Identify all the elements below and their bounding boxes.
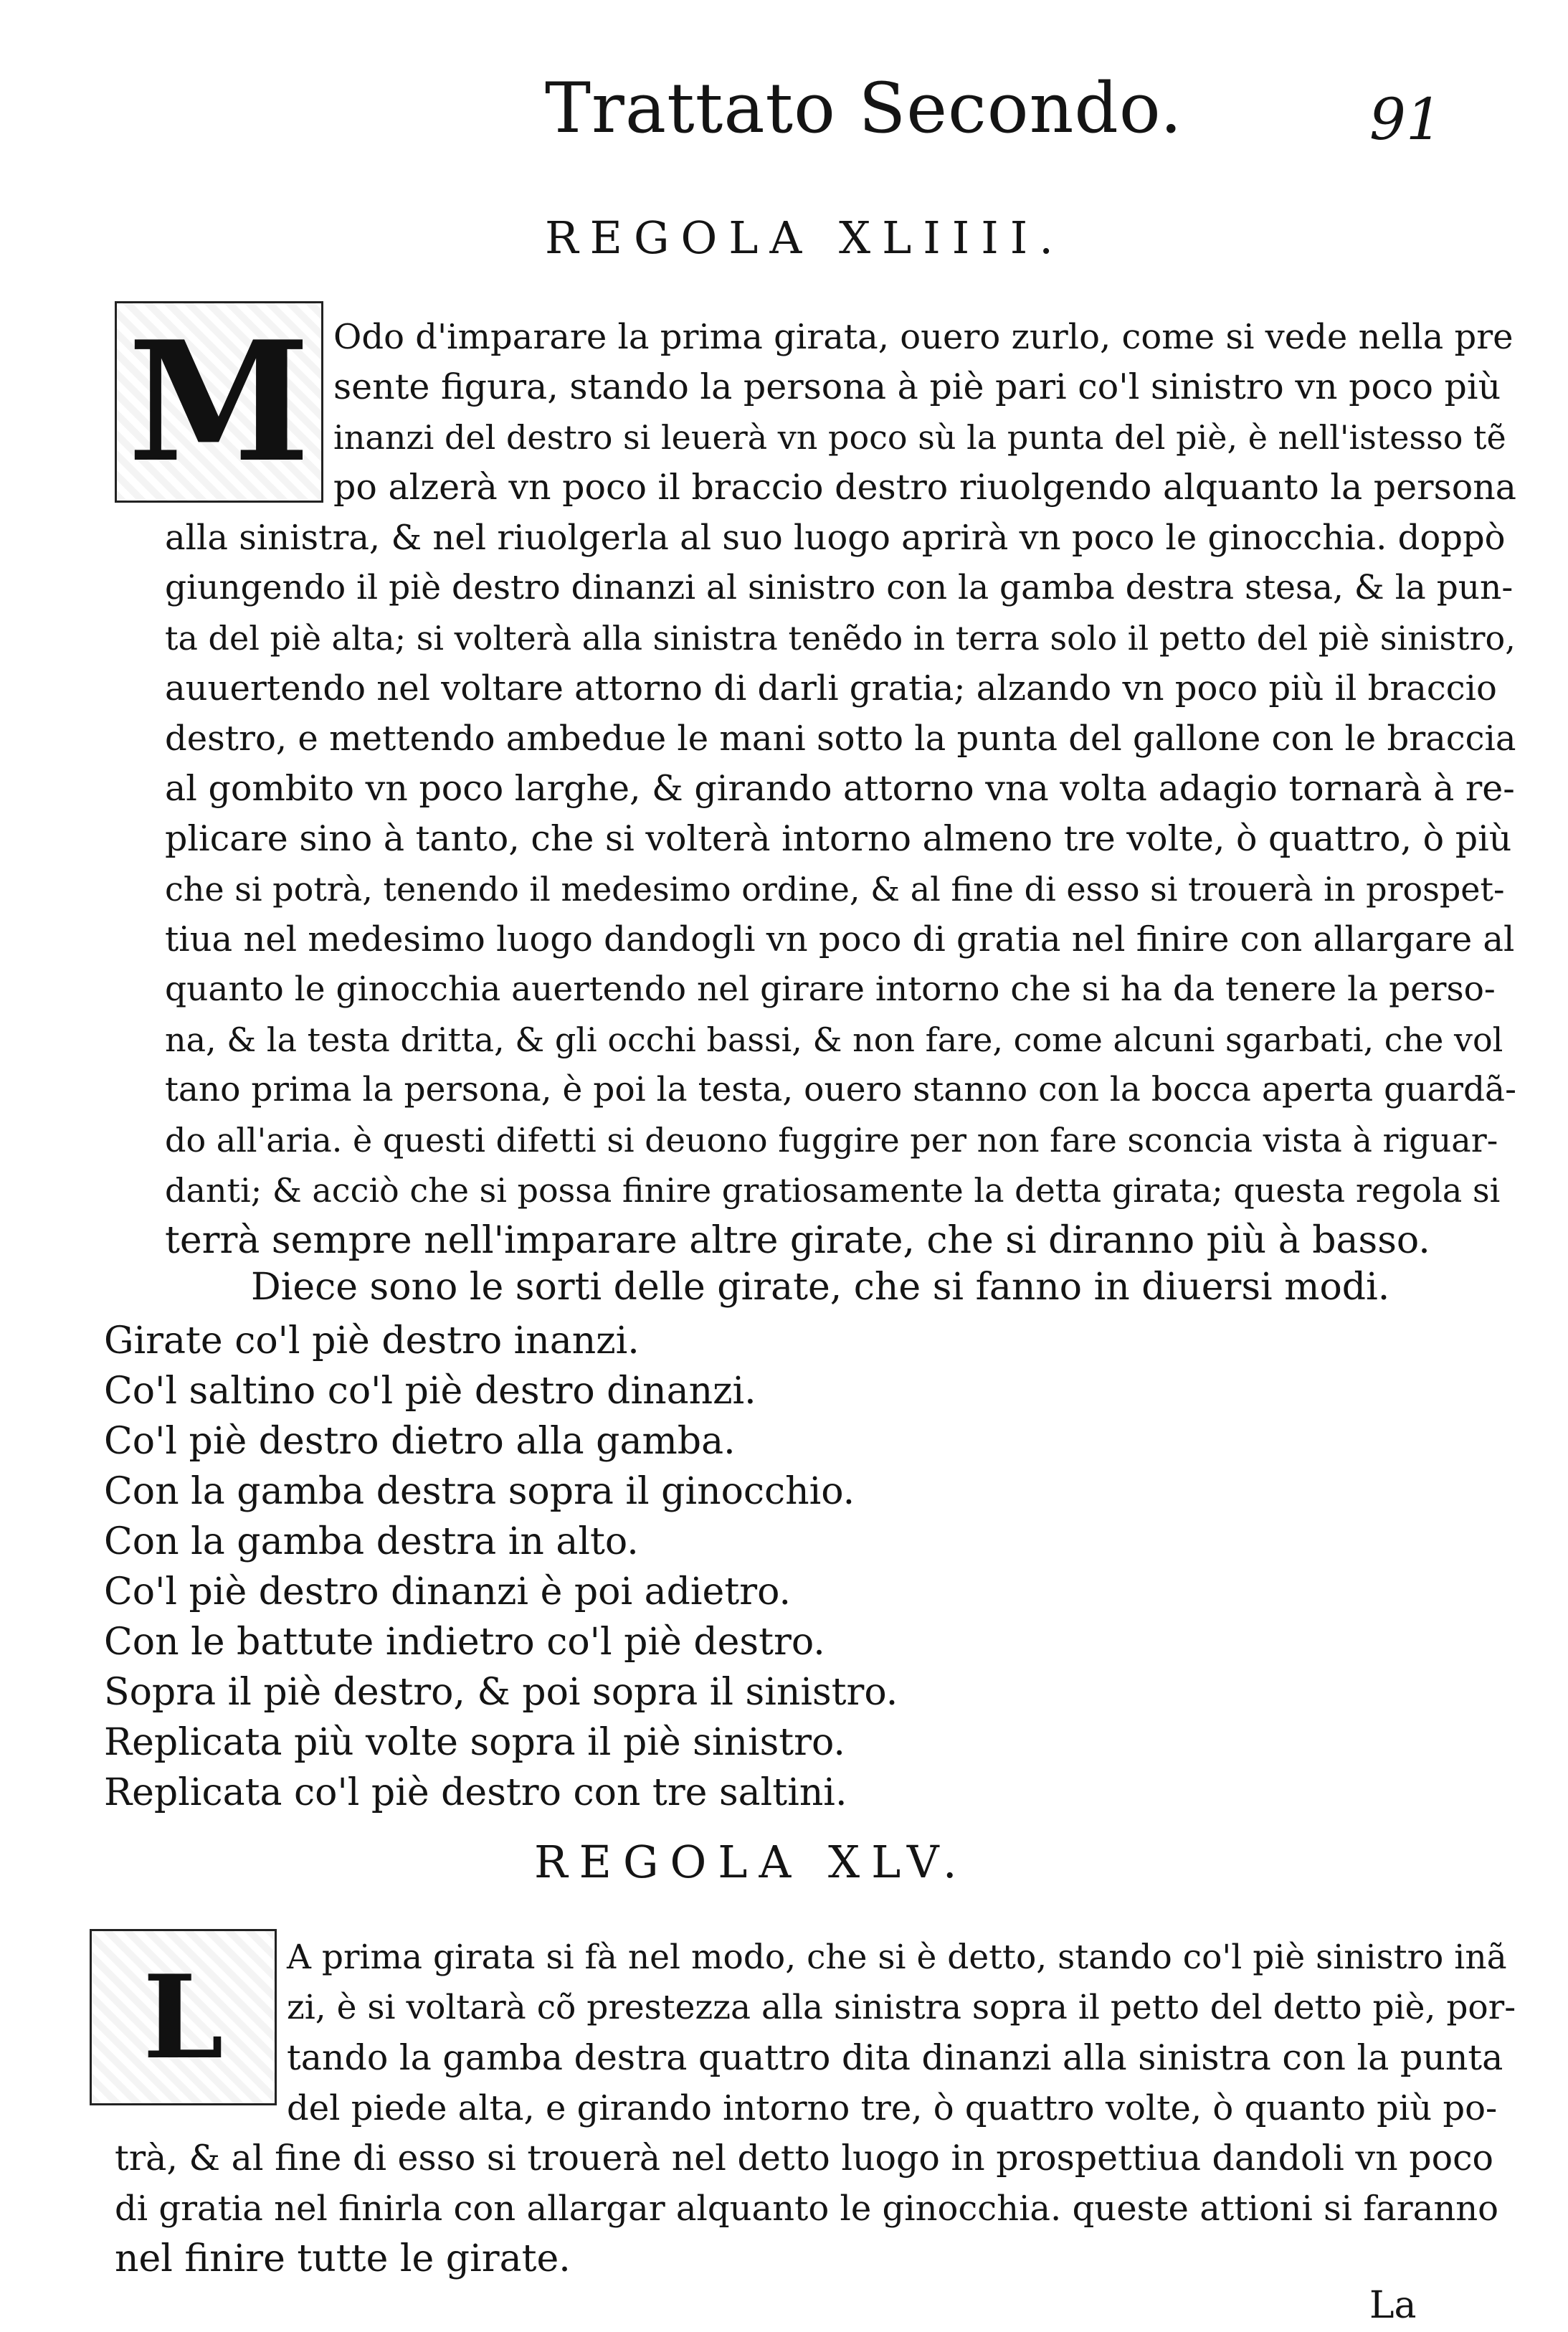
list-item: Sopra il piè destro, & poi sopra il sinistro.: [104, 1671, 898, 1714]
text-line: nel finire tutte le girate.: [115, 2237, 571, 2280]
rule-45-heading: REGOLA XLV.: [534, 1836, 969, 1888]
text-line: zi, è si voltarà cõ prestezza alla sinistra sopra il petto del detto piè, por-: [287, 1988, 1516, 2027]
text-line: che si potrà, tenendo il medesimo ordine, & al fine di esso si trouerà in prospet-: [165, 870, 1505, 909]
list-item: Replicata co'l piè destro con tre saltini.: [104, 1771, 847, 1814]
list-item: Co'l saltino co'l piè destro dinanzi.: [104, 1370, 756, 1413]
decorated-initial-l: [90, 1929, 277, 2105]
text-line: tiua nel medesimo luogo dandogli vn poco di gratia nel finire con allargare al: [165, 919, 1515, 959]
text-line: do all'aria. è questi difetti si deuono fuggire per non fare sconcia vista à riguar-: [165, 1121, 1498, 1160]
text-line: destro, e mettendo ambedue le mani sotto la punta del gallone con le braccia: [165, 719, 1516, 759]
initial-letter: M: [128, 305, 310, 499]
decorated-initial-m: [115, 301, 323, 503]
text-line: giungendo il piè destro dinanzi al sinistro con la gamba destra stesa, & la pun-: [165, 568, 1514, 607]
text-line: inanzi del destro si leuerà vn poco sù la punta del piè, è nell'istesso tẽ: [333, 418, 1506, 457]
text-line: Odo d'imparare la prima girata, ouero zurlo, come si vede nella pre: [333, 317, 1514, 357]
page-number: 91: [1369, 86, 1443, 153]
text-line: tando la gamba destra quattro dita dinanzi alla sinistra con la punta: [287, 2037, 1503, 2078]
text-line: sente figura, stando la persona à piè pari co'l sinistro vn poco più: [333, 366, 1501, 407]
running-title: Trattato Secondo.: [545, 68, 1183, 148]
text-line: auuertendo nel voltare attorno di darli gratia; alzando vn poco più il braccio: [165, 668, 1497, 708]
list-item: Girate co'l piè destro inanzi.: [104, 1319, 640, 1362]
rule-43-heading: REGOLA XLIIII.: [545, 212, 1065, 264]
text-line: quanto le ginocchia auertendo nel girare intorno che si ha da tenere la perso-: [165, 970, 1496, 1009]
text-line: plicare sino à tanto, che si volterà intorno almeno tre volte, ò quattro, ò più: [165, 818, 1512, 859]
text-line: ta del piè alta; si volterà alla sinistra tenẽdo in terra solo il petto del piè sinistro,: [165, 619, 1516, 658]
text-line: na, & la testa dritta, & gli occhi bassi, & non fare, come alcuni sgarbati, che vol: [165, 1020, 1503, 1059]
list-item: Replicata più volte sopra il piè sinistro.: [104, 1721, 845, 1764]
list-item: Co'l piè destro dinanzi è poi adietro.: [104, 1570, 791, 1613]
intro-line: Diece sono le sorti delle girate, che si fanno in diuersi modi.: [251, 1266, 1390, 1309]
list-item: Con la gamba destra sopra il ginocchio.: [104, 1470, 855, 1513]
text-line: A prima girata si fà nel modo, che si è detto, stando co'l piè sinistro inã: [287, 1938, 1507, 1977]
text-line: terrà sempre nell'imparare altre girate, che si diranno più à basso.: [165, 1219, 1430, 1262]
text-line: al gombito vn poco larghe, & girando attorno vna volta adagio tornarà à re-: [165, 768, 1515, 809]
list-item: Con la gamba destra in alto.: [104, 1520, 639, 1563]
list-item: Con le battute indietro co'l piè destro.: [104, 1621, 825, 1664]
text-line: trà, & al fine di esso si trouerà nel detto luogo in prospettiua dandoli vn poco: [115, 2138, 1494, 2179]
text-line: di gratia nel finirla con allargar alquanto le ginocchia. queste attioni si faranno: [115, 2189, 1499, 2229]
text-line: po alzerà vn poco il braccio destro riuolgendo alquanto la persona: [333, 467, 1517, 508]
text-line: alla sinistra, & nel riuolgerla al suo luogo aprirà vn poco le ginocchia. doppò: [165, 518, 1506, 558]
text-line: del piede alta, e girando intorno tre, ò quattro volte, ò quanto più po-: [287, 2088, 1498, 2128]
catchword: La: [1369, 2284, 1417, 2327]
initial-letter: L: [143, 1950, 224, 2085]
list-item: Co'l piè destro dietro alla gamba.: [104, 1420, 736, 1463]
text-line: danti; & acciò che si possa finire gratiosamente la detta girata; questa regola si: [165, 1171, 1501, 1210]
text-line: tano prima la persona, è poi la testa, ouero stanno con la bocca aperta guardã-: [165, 1070, 1516, 1109]
